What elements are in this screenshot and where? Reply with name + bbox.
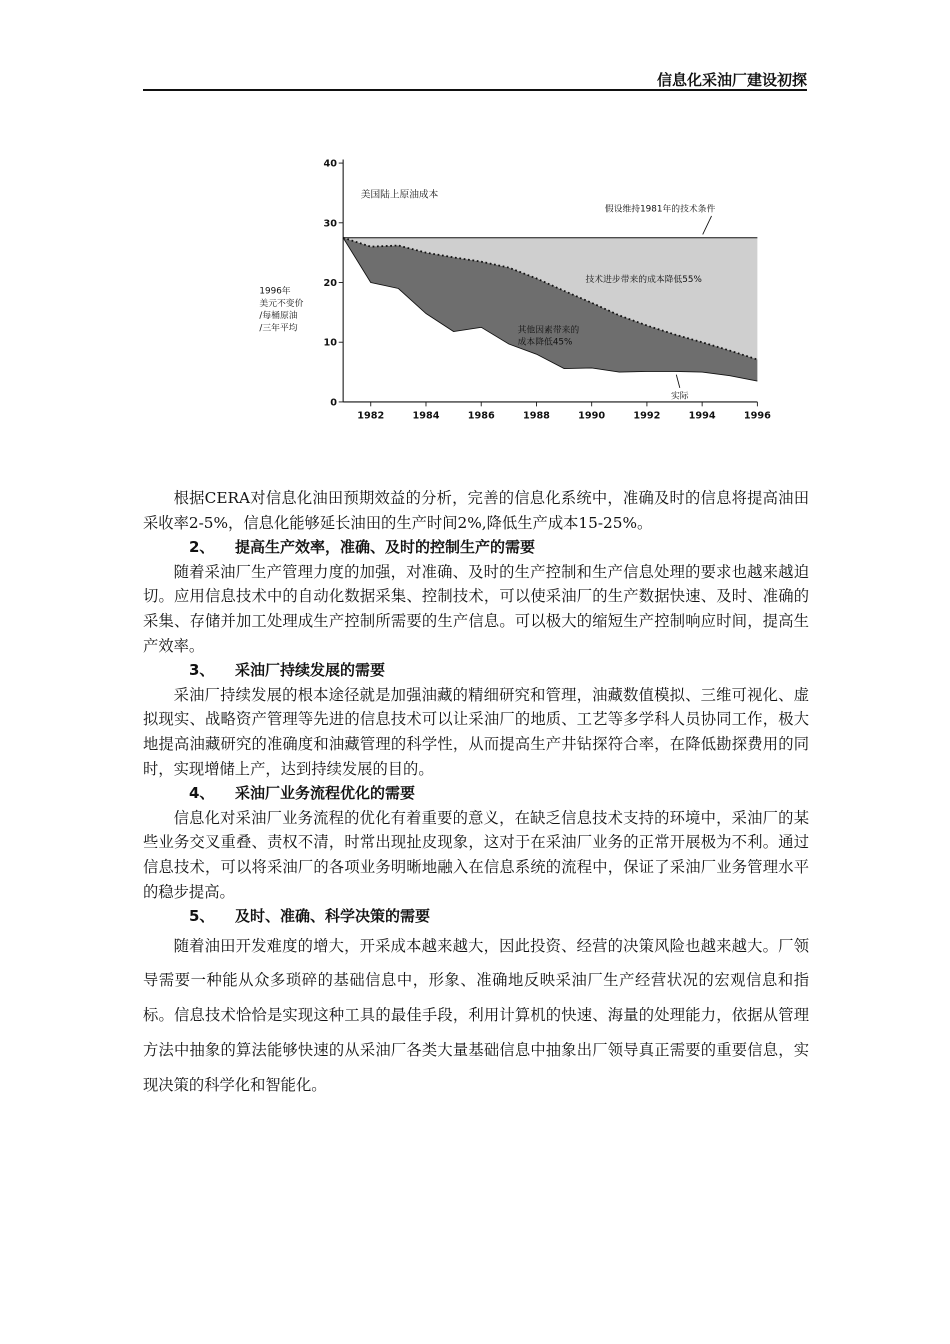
x-tick-label-1984: 1984 [412, 410, 440, 422]
intro-paragraph: 根据CERA对信息化油田预期效益的分析，完善的信息化系统中，准确及时的信息将提高油田采收率2-5%，信息化能够延长油田的生产时间2%,降低生产成本15-25%。 [143, 489, 809, 532]
document-body [143, 486, 809, 1103]
section-3-body: 采油厂持续发展的根本途径就是加强油藏的精细研究和管理，油藏数值模拟、三维可视化、虚拟现实、战略资产管理等先进的信息技术可以让采油厂的地质、工艺等多学科人员协同工作，极大地提高油藏研究的准确度和油藏管理的科学性，从而提高生产井钻探符合率，在降低勘探费用的同时，实现增储上产，达到持续发展的目的。 [143, 685, 809, 778]
section-2-number: 2、 [189, 538, 215, 557]
x-tick-label-1992: 1992 [633, 410, 661, 422]
section-4-body: 信息化对采油厂业务流程的优化有着重要的意义，在缺乏信息技术支持的环境中，采油厂的某些业务交叉重叠、责权不清，时常出现扯皮现象，这对于在采油厂业务的正常开展极为不利。通过信息技术，可以将采油厂的各项业务明晰地融入在信息系统的流程中，保证了采油厂业务管理水平的稳步提高。 [143, 808, 809, 901]
x-tick-label-1990: 1990 [578, 410, 606, 422]
section-2-heading [143, 535, 809, 560]
x-tick-label-1996: 1996 [743, 410, 771, 422]
section-3-title: 采油厂持续发展的需要 [235, 661, 386, 680]
other-factors-annotation-1: 其他因素带来的 [517, 325, 580, 336]
ylabel-line-4: /三年平均 [259, 323, 298, 334]
y-tick-label-20: 20 [323, 278, 337, 290]
section-3-heading [143, 658, 809, 683]
y-tick-label-30: 30 [323, 218, 337, 230]
section-4-number: 4、 [189, 784, 215, 803]
ylabel-line-3: /每桶原油 [259, 311, 298, 322]
cost-chart [255, 130, 775, 450]
baseline-annotation: 假设维持1981年的技术条件 [604, 204, 716, 215]
section-5-number: 5、 [189, 907, 215, 926]
y-tick-label-0: 0 [330, 397, 337, 409]
chart-title: 美国陆上原油成本 [360, 189, 439, 201]
actual-annotation-leader [676, 375, 680, 388]
header-rule [143, 89, 807, 91]
other-factors-annotation-2: 成本降低45% [517, 337, 573, 348]
section-4-title: 采油厂业务流程优化的需要 [235, 784, 416, 803]
tech-progress-annotation: 技术进步带来的成本降低55% [585, 275, 702, 286]
section-5-body: 随着油田开发难度的增大，开采成本越来越大，因此投资、经营的决策风险也越来越大。厂领导需要一种能从众多琐碎的基础信息中，形象、准确地反映采油厂生产经营状况的宏观信息和指标。信息技术恰恰是实现这种工具的最佳手段，利用计算机的快速、海量的处理能力，依据从管理方法中抽象的算法能够快速的从采油厂各类大量基础信息中抽象出厂领导真正需要的重要信息，实现决策的科学化和智能化。 [143, 936, 809, 1094]
x-tick-label-1994: 1994 [688, 410, 716, 422]
section-5-heading [143, 904, 809, 929]
y-tick-label-10: 10 [323, 337, 337, 349]
section-3-number: 3、 [189, 661, 215, 680]
x-tick-label-1982: 1982 [357, 410, 385, 422]
x-tick-label-1988: 1988 [522, 410, 550, 422]
section-2-title: 提高生产效率，准确、及时的控制生产的需要 [235, 538, 536, 557]
ylabel-line-1: 1996年 [259, 286, 291, 297]
header-title: 信息化采油厂建设初探 [656, 71, 807, 89]
x-tick-label-1986: 1986 [467, 410, 495, 422]
actual-annotation: 实际 [671, 391, 689, 402]
ylabel-line-2: 美元不变价 [259, 298, 304, 309]
y-tick-label-40: 40 [323, 158, 337, 170]
baseline-annotation-leader [703, 216, 712, 235]
section-2-body: 随着采油厂生产管理力度的加强，对准确、及时的生产控制和生产信息处理的要求也越来越迫切。应用信息技术中的自动化数据采集、控制技术，可以使采油厂的生产数据快速、及时、准确的采集、存储并加工处理成生产控制所需要的生产信息。可以极大的缩短生产控制响应时间，提高生产效率。 [143, 562, 809, 655]
section-4-heading [143, 781, 809, 806]
section-5-title: 及时、准确、科学决策的需要 [235, 907, 431, 926]
